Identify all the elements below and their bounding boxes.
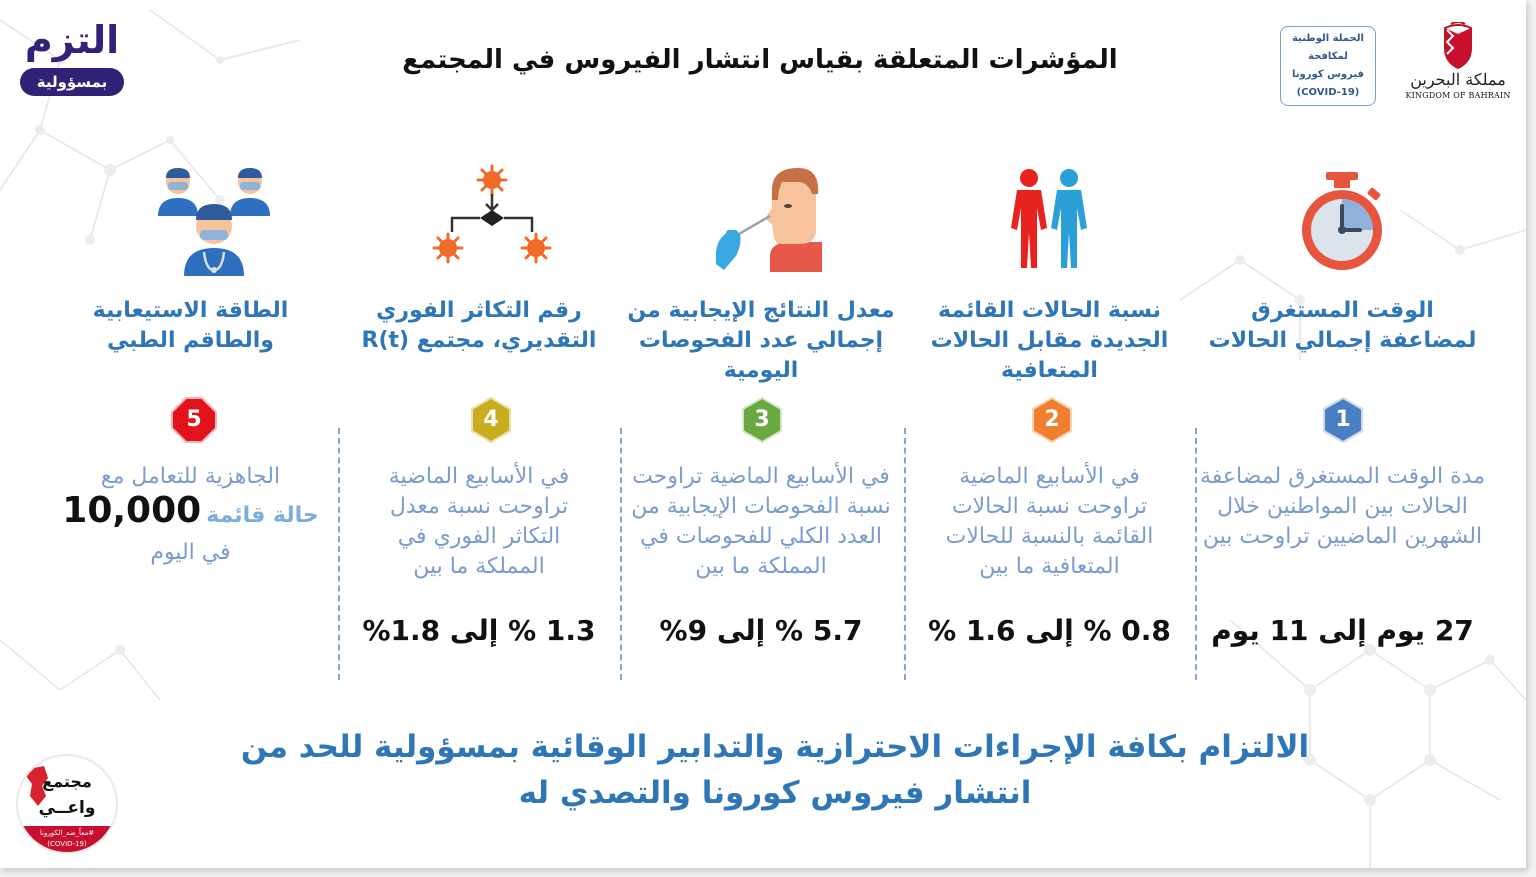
indicator-range: 1.3 % إلى 1.8% <box>362 614 596 647</box>
aware-community-logo <box>18 756 116 852</box>
dashed-divider <box>338 428 340 680</box>
footer-message: الالتزام بكافة الإجراءات الاحترازية والتدابير الوقائية بمسؤولية للحد من انتشار فيروس كورونا والتصدي له <box>240 729 1310 811</box>
capacity-statement <box>48 490 333 531</box>
aware-hashtag: #معاً_ضد_الكورونا <box>39 829 95 837</box>
campaign-line: (COVID-19) <box>1296 87 1360 98</box>
campaign-line: الحملة الوطنية <box>1292 33 1364 44</box>
indicator-description: في الأسابيع الماضية تراوحت نسبة معدل التكاثر الفوري في المملكة ما بين <box>388 464 570 579</box>
brand-title: التزم <box>24 18 120 62</box>
indicator-number-badge <box>171 397 217 443</box>
aware-line-2: واعــي <box>38 798 96 818</box>
page-title: المؤشرات المتعلقة بقياس انتشار الفيروس في المجتمع <box>402 45 1118 75</box>
indicator-label: رقم التكاثر الفوري التقديري، مجتمع R(t) <box>361 298 597 353</box>
indicator-number-badge <box>1320 397 1366 443</box>
indicator-description: مدة الوقت المستغرق لمضاعفة الحالات بين المواطنين خلال الشهرين الماضيين تراوحت بين <box>1199 464 1485 549</box>
dashed-divider <box>620 428 622 680</box>
kingdom-arabic: مملكة البحرين <box>1410 70 1506 89</box>
dashed-divider <box>904 428 906 680</box>
indicator-number-badge <box>468 397 514 443</box>
swab-test-icon <box>712 160 832 280</box>
indicator-number: 3 <box>754 407 770 432</box>
indicator-description: الجاهزية للتعامل مع <box>100 464 281 489</box>
people-icon <box>989 160 1109 280</box>
indicator-description: في الأسابيع الماضية تراوحت نسبة الحالات القائمة بالنسبة للحالات المتعافية ما بين <box>945 464 1154 579</box>
indicator-number: 2 <box>1044 407 1060 432</box>
capacity-tail: في اليوم <box>150 540 231 565</box>
indicator-number-badge <box>1029 397 1075 443</box>
kingdom-english: KINGDOM OF BAHRAIN <box>1405 91 1511 100</box>
stopwatch-icon <box>1282 160 1402 280</box>
campaign-line: لمكافحة <box>1308 51 1348 62</box>
aware-hashtag-band <box>18 826 116 852</box>
aware-line-1: مجتمع <box>42 772 92 791</box>
campaign-line: فيروس كورونا <box>1292 69 1364 80</box>
indicator-range: 5.7 % إلى 9% <box>659 614 863 647</box>
indicator-range: 27 يوم إلى 11 يوم <box>1211 614 1474 647</box>
indicator-number: 4 <box>483 407 499 432</box>
capacity-number: 10,000 <box>62 490 202 531</box>
brand-subtitle: بمسؤولية <box>20 68 124 96</box>
indicator-label: الوقت المستغرق لمضاعفة إجمالي الحالات <box>1208 298 1477 353</box>
indicator-label: الطاقة الاستيعابية والطاقم الطبي <box>92 298 289 353</box>
dashed-divider <box>1195 428 1197 680</box>
indicator-label: نسبة الحالات القائمة الجديدة مقابل الحالات المتعافية <box>930 298 1169 383</box>
aware-covid: (COVID-19) <box>47 840 87 848</box>
indicator-range: 0.8 % إلى 1.6 % <box>928 614 1171 647</box>
indicator-number: 5 <box>186 407 202 432</box>
indicator-label: معدل النتائج الإيجابية من إجمالي عدد الفحوصات اليومية <box>627 298 895 383</box>
virus-spread-icon <box>432 160 552 280</box>
indicator-description: في الأسابيع الماضية تراوحت نسبة الفحوصات الإيجابية من العدد الكلي للفحوصات في المملكة ما بين <box>631 464 891 579</box>
capacity-unit: حالة قائمة <box>206 503 319 528</box>
indicator-number-badge <box>739 397 785 443</box>
medical-staff-icon <box>154 160 274 280</box>
indicator-number: 1 <box>1335 407 1351 432</box>
